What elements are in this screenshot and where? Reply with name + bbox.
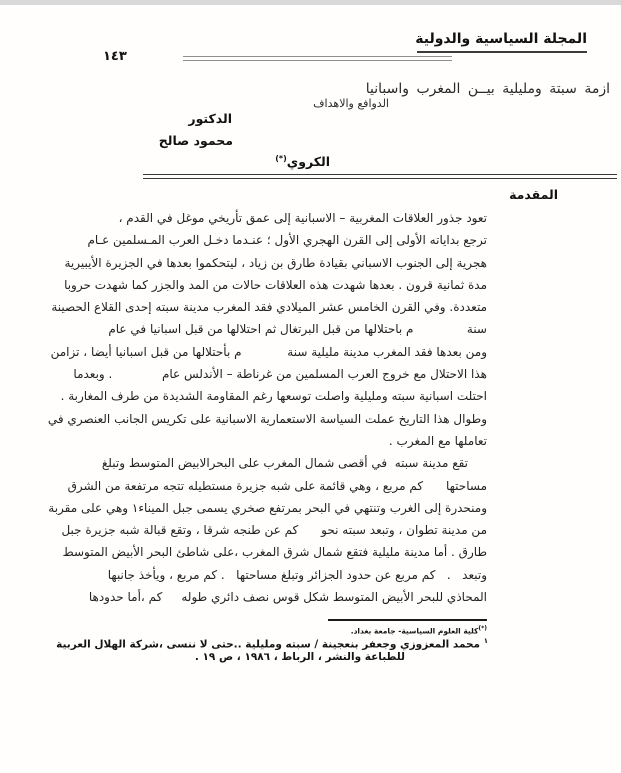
footnote-affiliation-marker: (*): [478, 625, 487, 632]
body-line: ومن بعدها فقد المغرب مدينة مليلية سنة م بأحتلالها من قبل اسبانيا أيضا ، تزامن: [50, 344, 487, 359]
body-line: متعددة. وفي القرن الخامس عشر الميلادي فقد المغرب مدينة سبته إحدى القلاع الحصينة: [51, 300, 487, 315]
author-last-name: [275, 154, 330, 169]
body-line: تعود جذور العلاقات المغربية – الاسبانية إلى عمق تأريخي موغل في القدم ،: [118, 211, 487, 225]
journal-title-underline: [417, 51, 587, 53]
body-line: سنة م باحتلالها من قبل البرتغال ثم احتلالها من قبل اسبانيا في عام: [108, 322, 487, 337]
scan-edge-strip: [0, 0, 621, 5]
body-line: المحاذي للبحر الأبيض المتوسط شكل قوس نصف دائري طوله كم ،أما حدودها: [88, 590, 487, 605]
body-line: مدة ثمانية قرون . بعدها شهدت هذه العلاقات حالات من المد والجزر كما شهدت حروبا: [64, 277, 487, 292]
body-line: ومنحدرة إلى الغرب وتنتهي في البحر بمرتفع صخري يسمى جبل الميناء١ وهي على مقربة: [48, 500, 487, 515]
body-line: تقع مدينة سبته في أقصى شمال المغرب على البحرالابيض المتوسط وتبلغ: [101, 456, 468, 471]
body-line: ترجع بداياته الأولى إلى القرن الهجري الأول ؛ عنـدما دخـل العرب المـسلمين عـام: [87, 233, 487, 248]
article-subtitle: الدوافع والاهداف: [313, 97, 389, 110]
body-line: هذا الاحتلال مع خروج العرب المسلمين من غرناطة – الأندلس عام . وبعدما: [73, 367, 487, 382]
section-double-rule: [143, 174, 617, 179]
body-line: مساحتها كم مربع ، وهي قائمة على شبه جزيرة مستطيله تتجه مرتفعة من الشرق: [67, 478, 487, 493]
footnote-reference-marker: ١: [483, 637, 488, 645]
journal-title: المجلة السياسية والدولية: [415, 31, 587, 47]
header-double-rule: [183, 56, 452, 61]
body-line: وطوال هذا التاريخ عملت السياسة الاستعمارية الاسبانية على تكريس الجانب العنصري في: [47, 411, 487, 426]
footnote-reference-line1: [56, 637, 488, 651]
footnote-separator-rule: [328, 619, 487, 621]
body-text: [47, 207, 487, 608]
page-number: ١٤٣: [103, 49, 127, 64]
author-first-names: محمود صالح: [158, 133, 233, 148]
section-heading: المقدمة: [509, 187, 558, 202]
body-line: طارق . أما مدينة مليلية فتقع شمال شرق المغرب ،على شاطئ البحر الأبيض المتوسط: [62, 545, 487, 560]
body-line: من مدينة تطوان ، وتبعد سبته نحو كم عن طنجه شرقا ، وتقع قبالة شبه جزيرة جبل: [61, 523, 487, 538]
author-last-name-text: الكروي: [286, 154, 330, 170]
footnote-affiliation-text: كلية العلوم السياسية- جامعة بغداد.: [350, 626, 479, 636]
article-title: ازمة سبتة ومليلية بيــن المغرب واسبانيا: [365, 81, 610, 97]
body-line: احتلت اسبانية سبته ومليلية واصلت توسعها رغم المقاومة الشديدة من طرف المغاربة .: [60, 389, 487, 404]
body-line: هجرية إلى الجنوب الاسباني بقيادة طارق بن زياد ، ليتحكموا بعدها في الجزيرة الأيبيرية: [64, 255, 487, 270]
footnote-reference-line2: للطباعة والنشر ، الرباط ، ١٩٨٦ ، ص ١٩ .: [194, 651, 405, 663]
author-honorific: الدكتور: [188, 111, 232, 126]
body-line: وتبعد . كم مربع عن حدود الجزائر وتبلغ مساحتها . كم مربع ، ويأخذ جانبها: [107, 567, 487, 582]
author-affiliation-marker: (*): [275, 154, 287, 163]
footnote-affiliation: [351, 625, 487, 636]
body-line: تعاملها مع المغرب .: [388, 433, 487, 448]
footnote-reference-text: محمد المعزوزي وجعفر بنعجينة / سبته ومليلية ..حتى لا ننسى ،شركة الهلال العربية: [56, 638, 481, 651]
